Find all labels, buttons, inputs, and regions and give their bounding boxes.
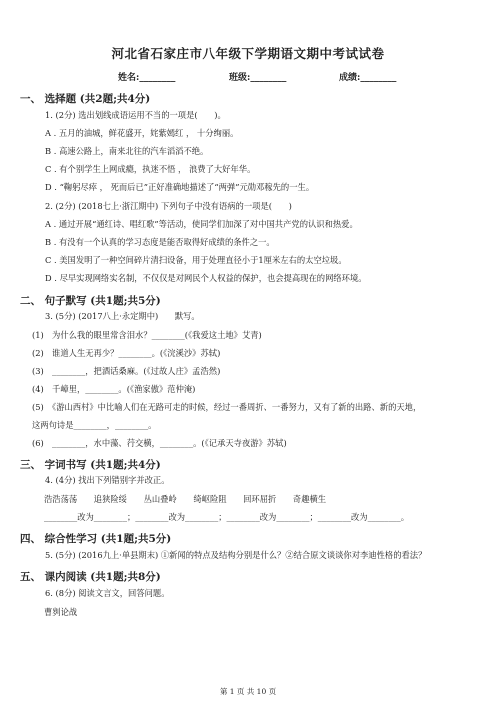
section-heading-comprehensive: 四、 综合性学习 (共1题;共5分) <box>20 533 172 545</box>
question-6-stem: 6. (8分) 阅读文言文，回答问题。 <box>45 588 170 598</box>
question-4-word-list: 浩浩荡荡 追狭险绥 丛山叠岭 绮岖险阻 回环屈折 奇趣横生 <box>44 494 327 504</box>
question-4-stem: 4. (4分) 找出下列错别字并改正。 <box>45 475 170 485</box>
question-2-option-c: C . 美国发明了一种空间碎片清扫设备，用于处理直径小于1厘米左右的太空垃圾。 <box>45 255 347 265</box>
question-3-item-6: (6) ________，水中藻、荇交横，________。(《记承天寺夜游》苏轼) <box>32 438 287 448</box>
question-4-answer-line: ________改为________；________改为________；________改为________；________改为________。 <box>44 512 410 522</box>
question-3-item-3: (3) ________，把酒话桑麻。(《过故人庄》孟浩然) <box>32 366 221 376</box>
section-heading-reading: 五、 课内阅读 (共1题;共8分) <box>20 571 161 583</box>
score-field: 成绩:________ <box>339 73 397 83</box>
question-3-item-5: (5) 《游山西村》中比喻人们在无路可走的时候，经过一番周折、一番努力，又有了新的出路、新的天地， <box>32 402 422 412</box>
question-3-item-2: (2) 谁道人生无再少？________。(《浣溪沙》苏轼) <box>32 348 221 358</box>
section-heading-choice: 一、 选择题 (共2题;共4分) <box>20 93 151 105</box>
question-1-stem: 1. (2分) 选出划线成语运用不当的一项是( )。 <box>45 110 226 120</box>
question-2-option-d: D . 尽早实现网络实名制，不仅仅是对网民个人权益的保护，也会提高现在的网络环境。 <box>45 273 367 283</box>
question-1-option-c: C . 有个别学生上网成瘾，执迷不悟 ， 浪费了大好年华。 <box>45 164 256 174</box>
section-heading-dictation: 二、 句子默写 (共1题;共5分) <box>20 295 161 307</box>
page-footer: 第 1 页 共 10 页 <box>219 687 277 696</box>
class-field: 班级:________ <box>229 73 287 83</box>
question-3-item-1: (1) 为什么我的眼里常含泪水？________(《我爱这土地》艾青) <box>32 330 262 340</box>
question-1-option-d: D . “鞠躬尽瘁 ， 死而后已”正好准确地描述了“两弹”元勋邓稼先的一生。 <box>45 182 315 192</box>
question-2-option-b: B . 有没有一个认真的学习态度是能否取得好成绩的条件之一。 <box>45 237 275 247</box>
question-3-stem: 3. (5分) (2017八上·永定期中) 默写。 <box>45 311 200 321</box>
page-title: 河北省石家庄市八年级下学期语文期中考试试卷 <box>111 46 385 61</box>
question-3-item-5-continued: 这两句诗是________，________。 <box>32 420 157 430</box>
question-3-item-4: (4) 千嶂里，________。(《渔家傲》范仲淹) <box>32 384 196 394</box>
question-2-option-a: A . 通过开展“通红诗、唱红歌”等活动，使同学们加深了对中国共产党的认识和热爱。 <box>45 219 358 229</box>
question-2-stem: 2. (2分) (2018七上·浙江期中) 下列句子中没有语病的一项是( ) <box>45 201 292 211</box>
question-6-passage-title: 曹刿论战 <box>44 607 78 617</box>
name-field: 姓名:________ <box>118 73 176 83</box>
question-5-stem: 5. (5分) (2016九上·单县期末) ①新闻的特点及结构分别是什么？②结合原文谈谈你对李迪性格的看法？ <box>45 550 427 560</box>
question-1-option-b: B . 高速公路上，南来北往的汽车滔滔不绝。 <box>45 146 209 156</box>
section-heading-writing: 三、 字词书写 (共1题;共4分) <box>20 459 161 471</box>
question-1-option-a: A . 五月的油城，鲜花盛开，姹紫嫣红 ， 十分绚丽。 <box>45 128 239 138</box>
